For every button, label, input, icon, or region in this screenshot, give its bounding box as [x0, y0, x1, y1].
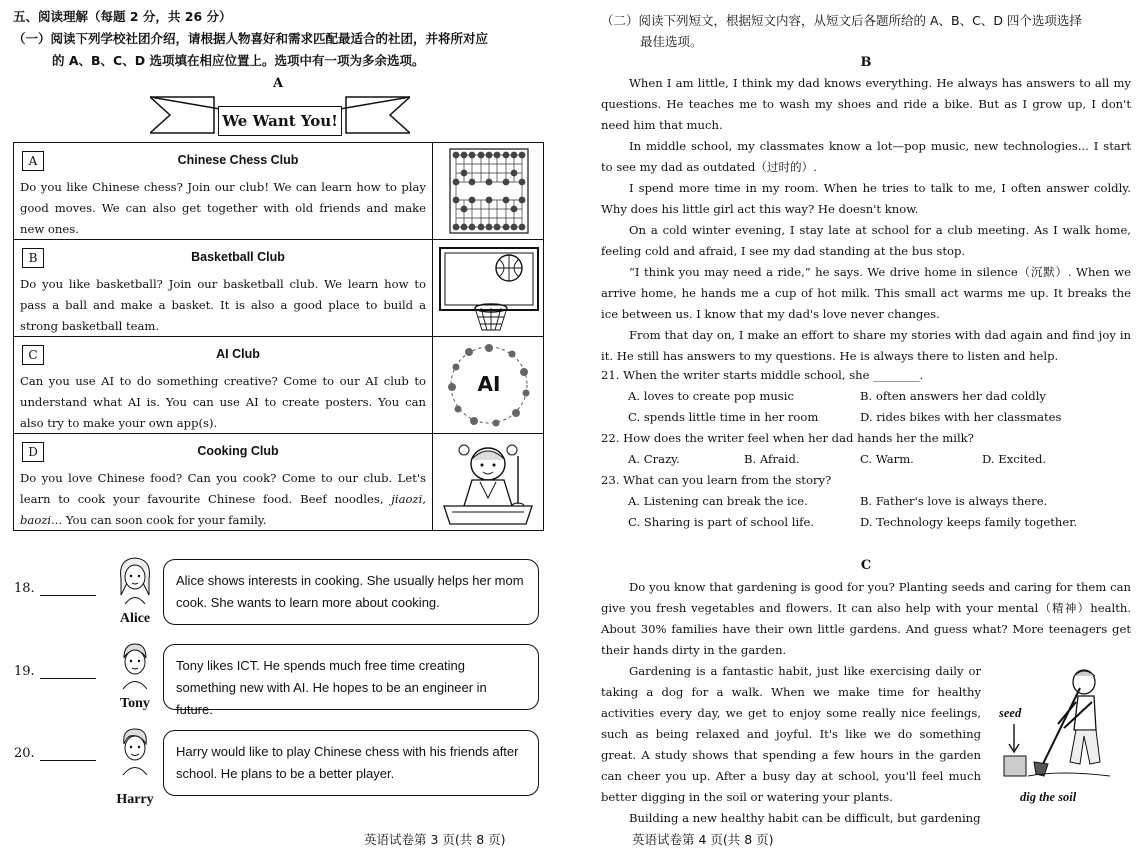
option-23-a[interactable]: A. Listening can break the ice.: [628, 494, 808, 508]
club-body: [14, 337, 433, 433]
boy-avatar-icon: [112, 726, 158, 776]
club-body: [14, 240, 433, 336]
basketball-hoop-icon: [434, 242, 544, 334]
option-21-a[interactable]: A. loves to create pop music: [628, 389, 794, 403]
answer-blank[interactable]: [40, 678, 96, 679]
option-21-b[interactable]: B. often answers her dad coldly: [860, 389, 1046, 403]
club-description: [20, 468, 426, 531]
passage-b-paragraph: In middle school, my classmates know a lot—pop music, new technologies... I start to see my dad as outdated（过时的）.: [601, 139, 1131, 174]
answer-blank[interactable]: [40, 760, 96, 761]
passage-b-paragraph: “I think you may need a ride,” he says. We drive home in silence（沉默）. When we arrive home, he hands me a cup of hot milk. This small act warms me up. It breaks the ice between us. I know that my dad's love never changes.: [601, 265, 1131, 321]
right-page: [588, 0, 1144, 857]
club-row-chess: [13, 143, 544, 240]
passage-c-letter: C: [860, 558, 872, 573]
person-name: Tony: [120, 696, 150, 711]
club-title: Basketball Club: [191, 250, 285, 264]
ai-icon: [434, 339, 544, 431]
cooking-girl-icon: [434, 436, 544, 528]
club-row-basketball: [13, 240, 544, 337]
option-23-c[interactable]: C. Sharing is part of school life.: [628, 515, 815, 529]
speech-bubble: Tony likes ICT. He spends much free time creating something new with AI. He hopes to be an engineer in future.: [163, 644, 539, 710]
speech-bubble: Harry would like to play Chinese chess with his friends after school. He plans to be a better player.: [163, 730, 539, 796]
option-21-d[interactable]: D. rides bikes with her classmates: [860, 410, 1062, 424]
club-row-ai: [13, 337, 544, 434]
option-22-d[interactable]: D. Excited.: [982, 452, 1047, 466]
club-title: AI Club: [216, 347, 260, 361]
match-item-20: [0, 726, 560, 806]
page-footer: 英语试卷第 4 页(共 8 页): [632, 832, 774, 847]
option-22-c[interactable]: C. Warm.: [860, 452, 914, 466]
passage-c-paragraph: Gardening is a fantastic habit, just like exercising daily or taking a dog for a walk. When we make time for healthy activities every day, we get to enjoy some really nice feelings, such as being relaxed and joyful. It's like we do something great. A study shows that spending a few hours in the garden can cheer you up. After a busy day at school, you'll feel much better digging in the soil or watering your plants.: [601, 664, 981, 804]
desc-italic: baozi: [20, 513, 52, 527]
ai-icon-label: AI: [477, 372, 501, 396]
girl-avatar-icon: [112, 555, 158, 605]
page-footer: 英语试卷第 3 页(共 8 页): [364, 832, 506, 847]
passage-b-paragraph: From that day on, I make an effort to share my stories with dad again and find joy in it. He still has answers to my questions. He is always there to listen and help.: [601, 328, 1131, 363]
image-label-seed: seed: [999, 706, 1022, 720]
club-description: Do you like Chinese chess? Join our club! We can learn how to play good moves. We can also get together with old friends and make new ones.: [20, 180, 426, 236]
speech-bubble: Alice shows interests in cooking. She usually helps her mom cook. She wants to learn more about cooking.: [163, 559, 539, 625]
boy-avatar-icon: [112, 640, 158, 690]
desc-italic: jiaozi: [391, 492, 423, 506]
part2-instruction-line1: （二）阅读下列短文，根据短文内容，从短文后各题所给的 A、B、C、D 四个选项选择: [601, 13, 1082, 28]
answer-blank[interactable]: [40, 595, 96, 596]
option-21-c[interactable]: C. spends little time in her room: [628, 410, 819, 424]
club-body: [14, 434, 433, 530]
option-23-d[interactable]: D. Technology keeps family together.: [860, 515, 1078, 529]
option-23-b[interactable]: B. Father's love is always there.: [860, 494, 1048, 508]
person-name: Alice: [119, 611, 151, 626]
match-item-18: [0, 555, 560, 635]
option-22-b[interactable]: B. Afraid.: [744, 452, 800, 466]
desc-text: ... You can soon cook for your family.: [51, 513, 267, 527]
match-item-19: [0, 640, 560, 720]
question-23: 23. What can you learn from the story?: [601, 473, 832, 487]
question-22: 22. How does the writer feel when her dad hands her the milk?: [601, 431, 974, 445]
question-number: 18.: [14, 581, 35, 596]
chess-board-icon: [434, 145, 544, 237]
banner-title: We Want You!: [218, 106, 342, 136]
passage-c-paragraph: Do you know that gardening is good for you? Planting seeds and caring for them can give you fresh vegetables and flowers. It can also help with your mental（精神）health. About 30% families have their own little gardens. And guess what? More teenagers get their hands dirty in the garden.: [601, 580, 1131, 657]
image-caption: dig the soil: [1020, 790, 1077, 804]
passage-b-paragraph: I spend more time in my room. When he tries to talk to me, I often answer coldly. Why does his little girl act this way? He doesn't know.: [601, 181, 1131, 216]
passage-c-paragraph: Building a new healthy habit can be difficult, but gardening: [629, 811, 981, 825]
club-letter: B: [22, 248, 44, 268]
desc-text: Do you love Chinese food? Can you cook? Come to our club. Let's learn to cook your favourite Chinese food. Beef noodles,: [20, 471, 426, 506]
club-title: Chinese Chess Club: [177, 153, 299, 167]
club-title: Cooking Club: [197, 444, 279, 458]
club-body: [14, 143, 433, 239]
club-table: [13, 142, 544, 531]
passage-b-paragraph: On a cold winter evening, I stay late at school for a club meeting. As I walk home, feeling cold and afraid, I see my dad standing at the bus stop.: [601, 223, 1131, 258]
club-description: Can you use AI to do something creative? Come to our AI club to understand what AI is. You can use AI to create posters. You can also try to make your own app(s).: [20, 374, 426, 430]
left-page: [0, 0, 560, 857]
section-title: 五、阅读理解（每题 2 分，共 26 分）: [13, 9, 232, 24]
part1-instruction-line2: 的 A、B、C、D 选项填在相应位置上。选项中有一项为多余选项。: [52, 53, 425, 68]
question-number: 20.: [14, 746, 35, 761]
option-22-a[interactable]: A. Crazy.: [628, 452, 680, 466]
club-letter: D: [22, 442, 44, 462]
club-letter: C: [22, 345, 44, 365]
boy-digging-icon: [1000, 666, 1130, 786]
club-description: Do you like basketball? Join our basketball club. We learn how to pass a ball and make a basket. It is also a good place to build a strong basketball team.: [20, 277, 426, 333]
desc-text: ,: [422, 492, 426, 506]
question-21: 21. When the writer starts middle school, she ________.: [601, 368, 924, 382]
part2-instruction-line2: 最佳选项。: [640, 34, 703, 49]
question-number: 19.: [14, 664, 35, 679]
passage-a-letter: A: [272, 76, 284, 91]
person-name: Harry: [116, 792, 154, 807]
passage-b-paragraph: When I am little, I think my dad knows everything. He always has answers to all my questions. He teaches me to wash my shoes and ride a bike. But as I grow up, I don't need him that much.: [601, 76, 1131, 132]
club-row-cooking: [13, 434, 544, 531]
part1-instruction-line1: （一）阅读下列学校社团介绍，请根据人物喜好和需求匹配最适合的社团，并将所对应: [13, 31, 489, 46]
passage-b-letter: B: [860, 55, 872, 70]
club-letter: A: [22, 151, 44, 171]
